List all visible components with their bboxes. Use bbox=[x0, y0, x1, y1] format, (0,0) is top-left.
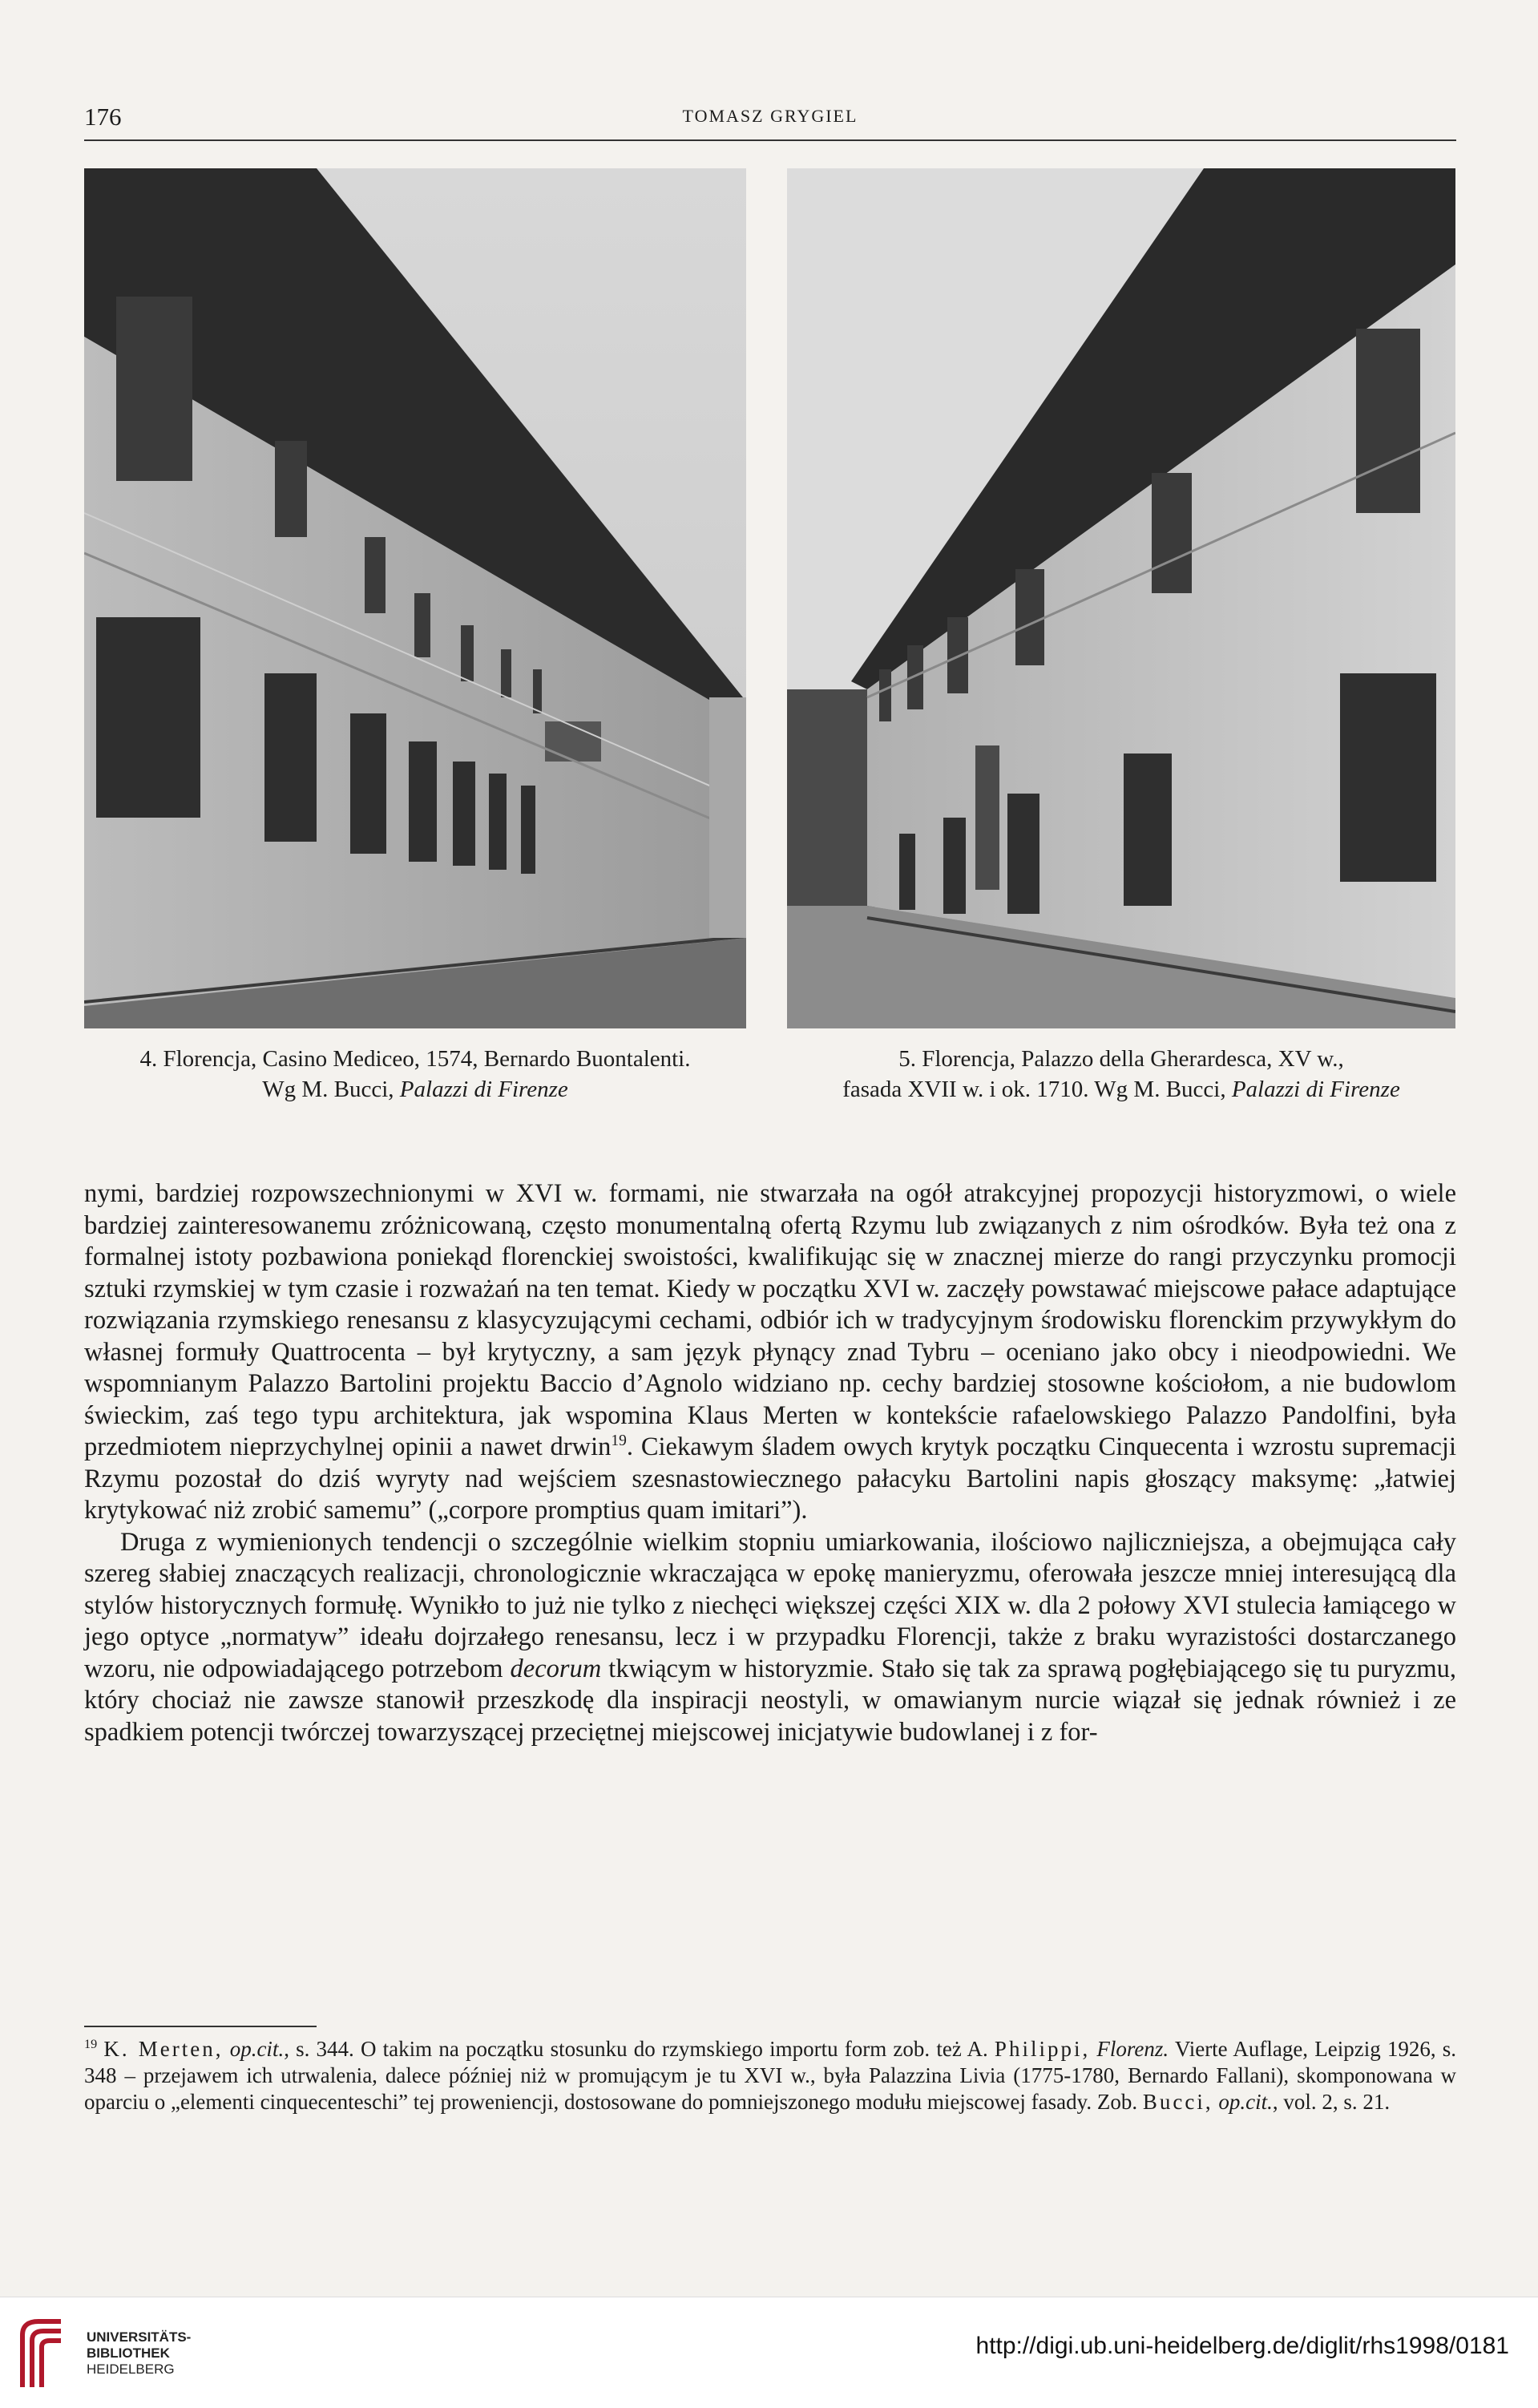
caption-line bbox=[84, 1074, 746, 1105]
paragraph-text: nymi, bardziej rozpowszechnionymi w XVI w. formami, nie stwarzała na ogół atrakcyjnej propozycji historyzmowi, o wiele bardziej zainteresowanemu zróżnicowaną, często monumentalną ofertą Rzymu lub związanych z nim ośrodków. Była też ona z formalnej istoty pozbawiona poniekąd florenckiej swoistości, kwalifikując się w znacznej mierze do rangi przyczynku promocji sztuki rzymskiej w tym czasie i rozważań na ten temat. Kiedy w początku XVI w. zaczęły powstawać miejscowe pałace adaptujące rozwiązania rzymskiego renesansu z klasycyzującymi cechami, odbiór ich w tradycyjnym środowisku florenckim przywykłym do własnej formuły Quattrocenta – był krytyczny, a sam język płynący znad Tybru – oceniano jako obcy i nieodpowiedni. We wspomnianym Palazzo Bartolini projektu Baccio d’Agnolo widziano np. cechy bardziej stosowne kościołom, a nie budowlom świeckim, zaś tego typu architektura, jak wspomina Klaus Merten w kontekście rafaelowskiego Palazzo Pandolfini, była przedmiotem nieprzychylnej opinii a nawet drwin bbox=[84, 1179, 1456, 1461]
running-head-author: TOMASZ GRYGIEL bbox=[682, 106, 858, 126]
paragraph-text: tkwiącym w historyzmie. Stało się tak za sprawą pogłębiającego się tu puryzmu, który chociaż nie zawsze stanowił przeszkodę dla inspiracji neostyli, w omawianym nurcie wiązał się jednak również i ze spadkiem potencji twórczej towarzyszącej przeciętnej miejscowej inicjatywie budowlanej i z for- bbox=[84, 1654, 1457, 1747]
author-name: K. Merten, bbox=[103, 2037, 224, 2061]
author-name: Bucci, bbox=[1142, 2090, 1213, 2114]
paragraph-text: Druga z wymienionych tendencji o szczególnie wielkim stopniu umiarkowania, ilościowo najliczniejsza, a obejmująca cały szereg słabiej znaczących realizacji, chronologicznie wkraczająca w epokę manieryzmu, oferowała jeszcze mniej interesującą dla stylów historycznych formułę. Wynikło to już nie tylko z niechęci większej części XIX w. dla 2 połowy XVI stulecia łamiącego w jego optyce „normatyw” ideału dojrzałego renesansu, lecz i w przypadku Florencji, także z braku wyrazistości dostarczanego wzoru, nie odpowiadającego potrzebom bbox=[84, 1527, 1456, 1683]
footnote-text: , vol. 2, s. 21. bbox=[1272, 2090, 1391, 2114]
citation-italic: op.cit. bbox=[1218, 2090, 1273, 2114]
caption-source-title: Palazzi di Firenze bbox=[1231, 1077, 1400, 1102]
footnote-text: Vierte Auflage, Leipzig 1926, s. 348 – przejawem ich utrwalenia, dalece później niż w promującym je tu XVI w., była Palazzina Livia (1775-1780, Bernardo Fallani), skomponowana w oparciu o „elementi cinquecenteschi” tej proweniencji, dostosowane do pomniejszonego modułu miejscowej fasady. Zob. bbox=[84, 2037, 1457, 2114]
page-number: 176 bbox=[84, 103, 122, 131]
caption-source-title: Palazzi di Firenze bbox=[399, 1077, 568, 1102]
footnote-19 bbox=[84, 2036, 1456, 2115]
figure-5-photo bbox=[787, 168, 1455, 1028]
citation-italic: op.cit. bbox=[229, 2037, 285, 2061]
body-text bbox=[84, 1178, 1456, 1748]
footnote-rule bbox=[84, 2026, 317, 2027]
citation-italic: Florenz. bbox=[1096, 2037, 1169, 2061]
footnote-ref[interactable]: 19 bbox=[611, 1432, 627, 1450]
paragraph-text: . Ciekawym śladem owych krytyk początku Cinquecenta i wzrostu supremacji Rzymu pozostał do dziś wyryty nad wejściem szesnastowiecznego pałacyku Bartolini napis głoszący maksymę: „łatwiej krytykować niż zrobić samemu” („corpore promptius quam imitari”). bbox=[84, 1432, 1456, 1525]
caption-line: 5. Florencja, Palazzo della Gherardesca, XV w., bbox=[898, 1046, 1344, 1072]
footnote-number: 19 bbox=[84, 2037, 98, 2051]
caption-source: fasada XVII w. i ok. 1710. Wg M. Bucci, bbox=[842, 1077, 1232, 1102]
figure-4-caption bbox=[84, 1044, 746, 1105]
library-name-line: UNIVERSITÄTS- bbox=[87, 2329, 192, 2345]
footer-bar bbox=[0, 2297, 1538, 2408]
figure-4-photo bbox=[84, 168, 746, 1028]
library-name-line: BIBLIOTHEK bbox=[87, 2345, 170, 2361]
caption-line: 4. Florencja, Casino Mediceo, 1574, Bernardo Buontalenti. bbox=[139, 1046, 691, 1072]
author-name: Philippi, bbox=[994, 2037, 1091, 2061]
paragraph-italic: decorum bbox=[510, 1654, 602, 1683]
caption-line bbox=[787, 1074, 1455, 1105]
paragraph-2 bbox=[84, 1527, 1456, 1749]
footnote-text: , s. 344. O takim na początku stosunku do rzymskiego importu form zob. też A. bbox=[284, 2037, 995, 2061]
running-head bbox=[84, 103, 1456, 141]
source-url-link[interactable]: http://digi.ub.uni-heidelberg.de/diglit/rhs1998/0181 bbox=[975, 2333, 1509, 2359]
library-name bbox=[87, 2329, 191, 2378]
library-logo-icon bbox=[14, 2315, 71, 2392]
library-name-line: HEIDELBERG bbox=[87, 2362, 175, 2377]
figure-5-caption bbox=[787, 1044, 1455, 1105]
paragraph-1 bbox=[84, 1178, 1456, 1527]
caption-source: Wg M. Bucci, bbox=[262, 1077, 400, 1102]
